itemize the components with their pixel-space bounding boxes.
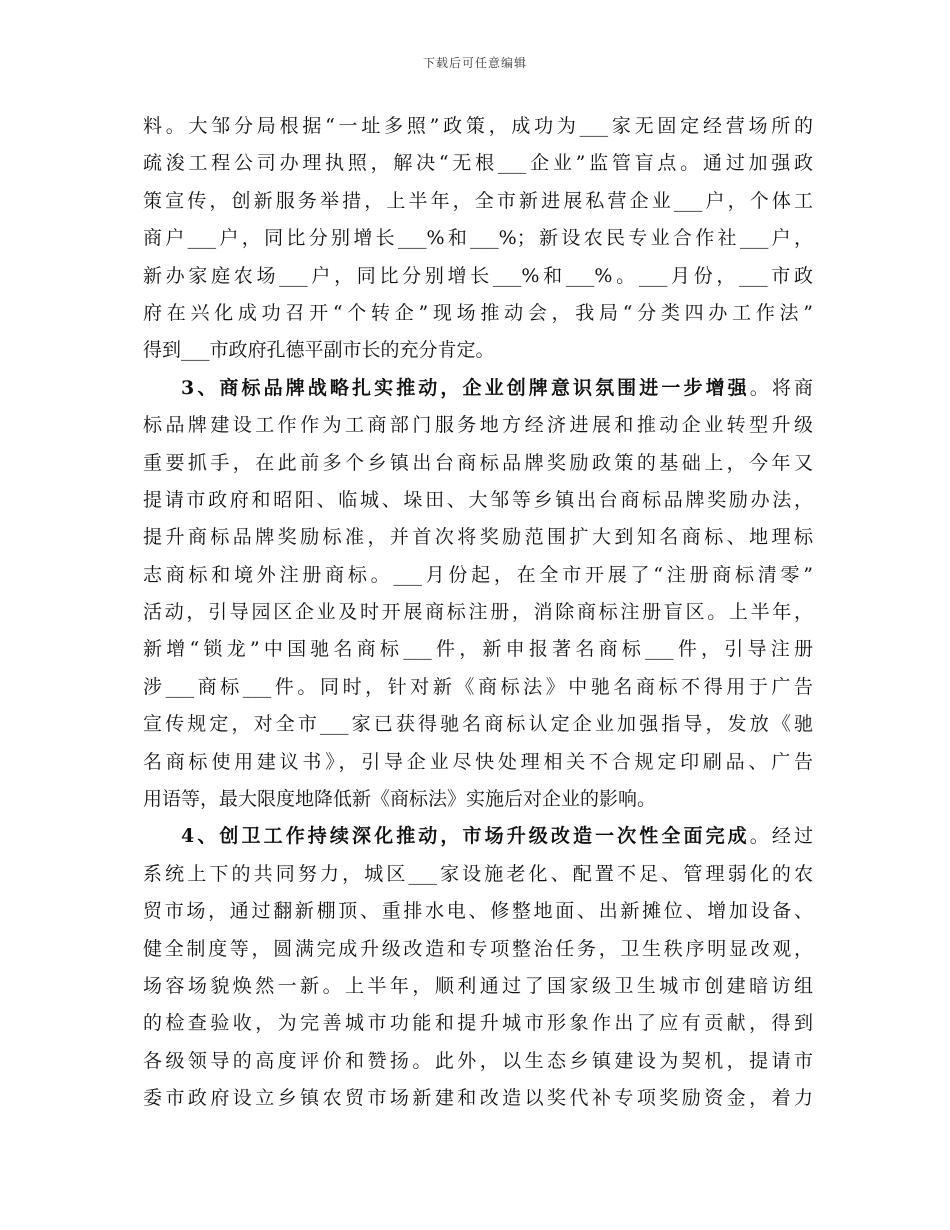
paragraph-first-line [143,370,813,407]
document-body [143,108,813,1118]
heading-trailing-text: 。经过 [749,825,813,848]
text-line: 商户___户，同比分别增长___%和___%；新设农民专业合作社___户， [143,227,813,250]
text-line: 标品牌建设工作作为工商部门服务地方经济进展和推动企业转型升级 [143,414,813,437]
text-line: 疏浚工程公司办理执照，解决“无根___企业”监管盲点。通过加强政 [143,152,813,175]
text-line: 用语等，最大限度地降低新《商标法》实施后对企业的影响。 [143,788,657,811]
text-line: 府在兴化成功召开“个转企”现场推动会，我局“分类四办工作法” [143,301,813,324]
text-line: 场容场貌焕然一新。上半年，顺利通过了国家级卫生城市创建暗访组 [143,974,813,997]
page-header: 下载后可任意编辑 [422,56,527,70]
text-line: 涉___商标___件。同时，针对新《商标法》中驰名商标不得用于广告 [143,675,813,698]
section-heading-trademark: 3、商标品牌战略扎实推动，企业创牌意识氛围进一步增强 [181,376,750,399]
text-line: 料。大邹分局根据“一址多照”政策，成功为___家无固定经营场所的 [143,115,813,137]
heading-trailing-text: 。将商 [749,376,813,399]
text-line: 各级领导的高度评价和赞扬。此外，以生态乡镇建设为契机，提请市 [143,1049,813,1072]
text-line: 提请市政府和昭阳、临城、垛田、大邹等乡镇出台商标品牌奖励办法， [143,488,813,511]
text-line: 健全制度等，圆满完成升级改造和专项整治任务，卫生秩序明显改观， [143,937,813,960]
text-line: 策宣传，创新服务举措，上半年，全市新进展私营企业___户，个体工 [143,189,813,212]
text-line: 新办家庭农场___户，同比分别增长___%和___%。___月份，___市政 [143,264,813,287]
text-line: 的检查验收，为完善城市功能和提升城市形象作出了应有贡献，得到 [143,1012,813,1035]
text-line: 贸市场，通过翻新棚顶、重排水电、修整地面、出新摊位、增加设备、 [143,900,813,923]
text-line: 得到___市政府孔德平副市长的充分肯定。 [143,339,495,362]
paragraph-sanitation-market [143,818,813,1117]
text-line: 名商标使用建议书》，引导企业尽快处理相关不合规定印刷品、广告 [143,750,813,773]
section-heading-sanitation: 4、创卫工作持续深化推动，市场升级改造一次性全面完成 [181,825,750,848]
text-line: 提升商标品牌奖励标准，并首次将奖励范围扩大到知名商标、地理标 [143,526,813,549]
text-line: 志商标和境外注册商标。___月份起，在全市开展了“注册商标清零” [143,563,813,586]
text-line: 活动，引导园区企业及时开展商标注册，消除商标注册盲区。上半年， [143,601,813,624]
text-line: 重要抓手，在此前多个乡镇出台商标品牌奖励政策的基础上，今年又 [143,451,813,474]
paragraph-first-line [143,818,813,855]
text-line: 新增“锁龙”中国驰名商标___件，新申报著名商标___件，引导注册 [143,638,813,661]
paragraph-registration [143,108,813,370]
text-line: 委市政府设立乡镇农贸市场新建和改造以奖代补专项奖励资金，着力 [143,1087,813,1110]
text-line: 宣传规定，对全市___家已获得驰名商标认定企业加强指导，发放《驰 [143,713,813,736]
paragraph-trademark-strategy [143,370,813,819]
text-line: 系统上下的共同努力，城区___家设施老化、配置不足、管理弱化的农 [143,862,813,885]
